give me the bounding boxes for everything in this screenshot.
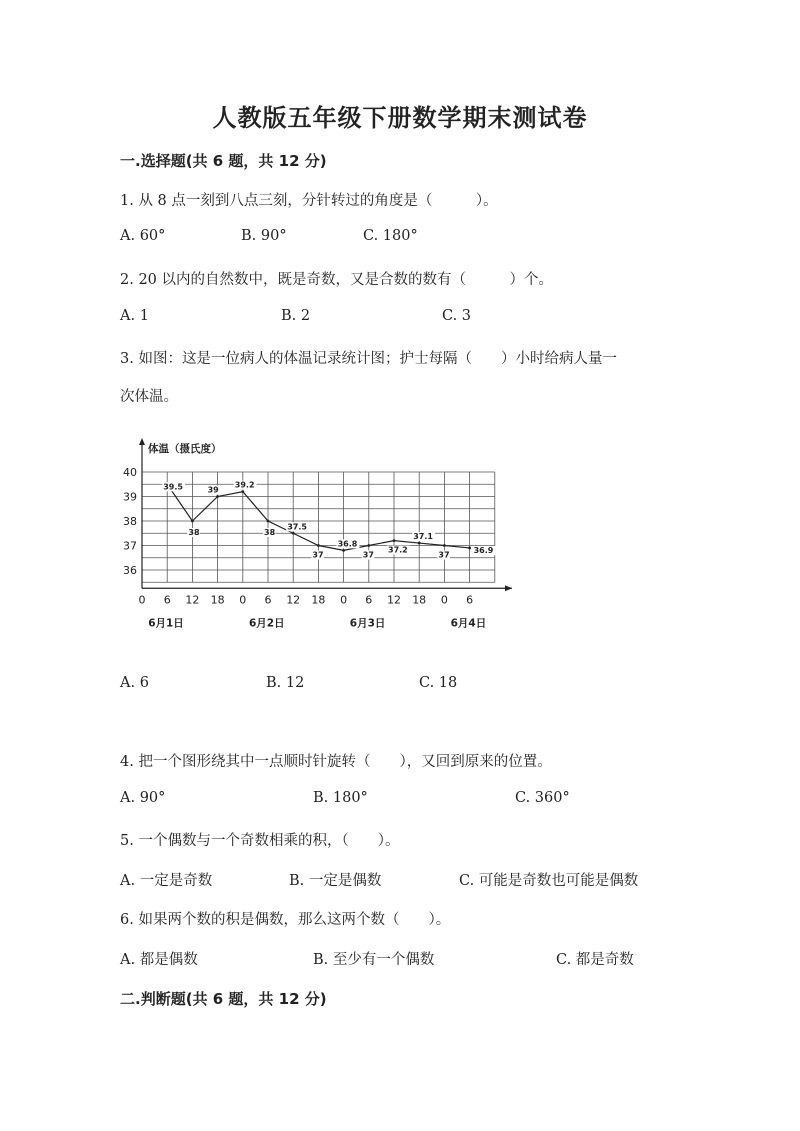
- data-point: [367, 544, 370, 547]
- q5-option-b: B. 一定是偶数: [289, 873, 382, 889]
- q4-option-a: A. 90°: [120, 790, 166, 806]
- question-5: 5. 一个偶数与一个奇数相乘的积，（ ）。: [120, 833, 400, 849]
- day-label: 6月1日: [148, 617, 184, 630]
- data-point: [241, 490, 244, 493]
- question-1: 1. 从 8 点一刻到八点三刻，分针转过的角度是（ ）。: [120, 193, 498, 209]
- y-tick-label: 39: [123, 490, 137, 504]
- y-axis-label: 体温（摄氏度）: [148, 443, 222, 455]
- point-label: 37.2: [388, 545, 408, 555]
- q3-option-a: A. 6: [120, 675, 149, 691]
- point-label: 38: [188, 528, 200, 537]
- question-6: 6. 如果两个数的积是偶数，那么这两个数（ ）。: [120, 912, 451, 928]
- q1-option-a: A. 60°: [120, 228, 166, 244]
- q6-option-b: B. 至少有一个偶数: [313, 952, 435, 968]
- chart-axes: [139, 438, 512, 591]
- q6-option-c: C. 都是奇数: [556, 952, 634, 968]
- point-label: 38: [264, 528, 276, 537]
- x-tick-label: 0: [138, 593, 146, 607]
- section-heading-choice: 一.选择题(共 6 题，共 12 分): [120, 152, 327, 170]
- data-point: [216, 495, 219, 498]
- point-label: 36.8: [337, 539, 358, 549]
- x-tick-label: 6: [163, 593, 171, 607]
- x-tick-label: 18: [210, 593, 225, 607]
- day-label: 6月4日: [450, 617, 487, 630]
- x-tick-label: 6: [466, 593, 474, 607]
- q5-option-a: A. 一定是奇数: [120, 873, 213, 889]
- q2-option-c: C. 3: [442, 308, 472, 324]
- data-point: [267, 520, 270, 523]
- x-tick-label: 12: [286, 593, 301, 607]
- y-tick-label: 36: [123, 564, 137, 577]
- temperature-chart: [120, 430, 540, 630]
- q4-option-b: B. 180°: [313, 790, 368, 806]
- x-axis-arrow: [505, 585, 512, 591]
- data-point: [393, 539, 396, 542]
- data-point: [317, 544, 320, 547]
- point-label: 39.5: [163, 482, 183, 492]
- y-tick-label: 38: [123, 515, 137, 528]
- point-label: 39: [207, 485, 219, 495]
- point-label: 39.2: [234, 480, 255, 490]
- point-label: 37: [438, 550, 450, 560]
- q2-option-a: A. 1: [120, 308, 149, 324]
- question-3-line-2: 次体温。: [120, 389, 178, 405]
- q2-option-b: B. 2: [281, 308, 311, 324]
- day-label: 6月3日: [349, 617, 386, 630]
- q6-option-a: A. 都是偶数: [120, 952, 198, 968]
- x-tick-label: 18: [311, 593, 326, 607]
- section-heading-judgement: 二.判断题(共 6 题，共 12 分): [120, 990, 327, 1008]
- q5-option-c: C. 可能是奇数也可能是偶数: [459, 873, 639, 889]
- q1-option-c: C. 180°: [363, 228, 418, 244]
- q4-option-c: C. 360°: [515, 790, 570, 806]
- q3-option-b: B. 12: [266, 675, 305, 691]
- point-label: 37.5: [287, 522, 307, 532]
- point-label: 37: [312, 550, 324, 560]
- day-label: 6月2日: [248, 617, 285, 630]
- x-tick-label: 0: [440, 593, 448, 607]
- y-tick-label: 37: [123, 539, 137, 553]
- point-label: 37: [362, 550, 374, 560]
- y-tick-label: 40: [123, 466, 137, 479]
- data-point: [292, 532, 295, 535]
- question-3-line-1: 3. 如图：这是一位病人的体温记录统计图；护士每隔（ ）小时给病人量一: [120, 351, 617, 367]
- page-title: 人教版五年级下册数学期末测试卷: [212, 104, 588, 132]
- point-label: 37.1: [413, 532, 433, 542]
- x-tick-label: 6: [264, 593, 272, 607]
- x-tick-label: 12: [387, 593, 401, 607]
- data-point: [342, 549, 345, 552]
- data-point: [418, 542, 421, 545]
- y-axis-arrow: [139, 438, 145, 445]
- question-4: 4. 把一个图形绕其中一点顺时针旋转（ ），又回到原来的位置。: [120, 754, 552, 770]
- data-point: [191, 520, 194, 523]
- x-tick-label: 12: [185, 593, 200, 607]
- q1-option-b: B. 90°: [241, 228, 287, 244]
- x-tick-label: 6: [365, 593, 373, 607]
- q3-option-c: C. 18: [419, 675, 458, 691]
- data-point: [443, 544, 446, 547]
- x-tick-label: 0: [340, 593, 348, 607]
- data-point: [468, 547, 471, 550]
- x-tick-label: 0: [239, 593, 247, 607]
- point-label: 36.9: [473, 545, 494, 555]
- x-tick-label: 18: [412, 593, 427, 607]
- question-2: 2. 20 以内的自然数中，既是奇数，又是合数的数有（ ）个。: [120, 272, 554, 288]
